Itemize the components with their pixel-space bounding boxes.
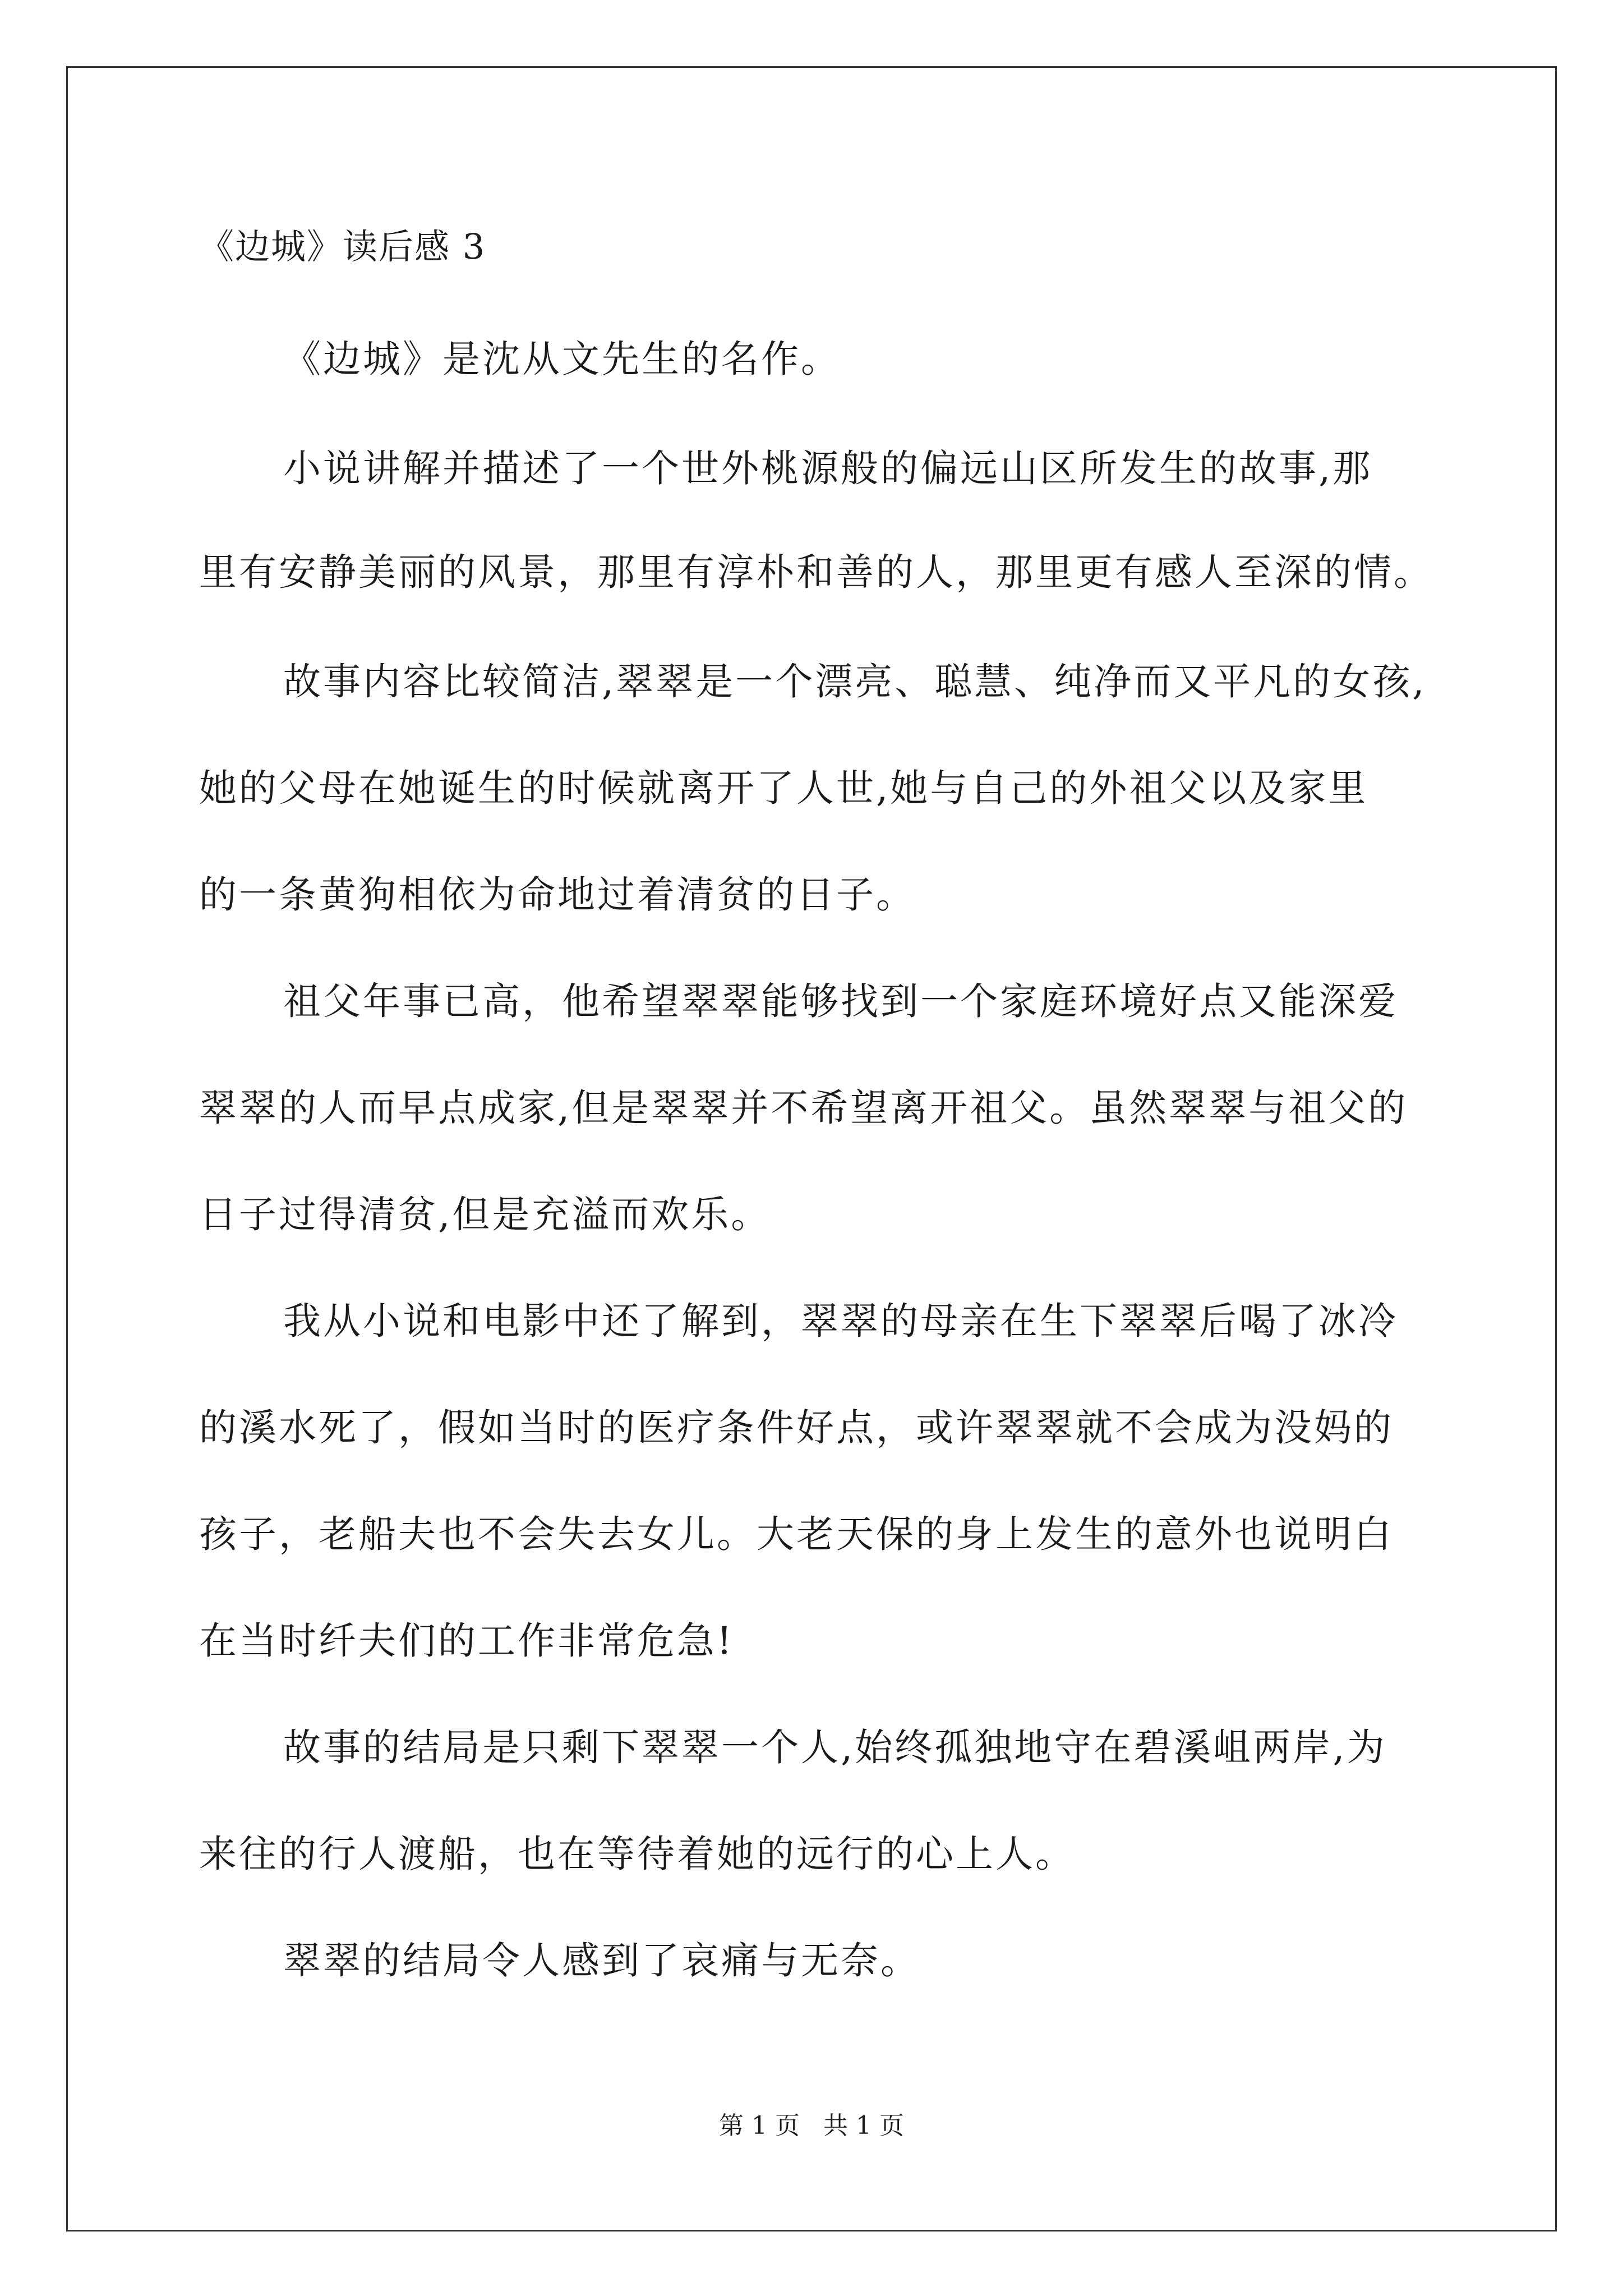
paragraph-line: 来往的行人渡船，也在等待着她的远行的心上人。 [199,1832,1075,1876]
page-footer: 第 1 页 共 1 页 [719,2111,904,2140]
paragraph-line: 翠翠的结局令人感到了哀痛与无奈。 [283,1939,920,1982]
paragraph-line: 的溪水死了，假如当时的医疗条件好点，或许翠翠就不会成为没妈的 [199,1406,1394,1450]
paragraph-line: 故事内容比较简洁,翠翠是一个漂亮、聪慧、纯净而又平凡的女孩, [283,660,1427,703]
paragraph-line: 《边城》是沈从文先生的名作。 [283,337,841,381]
paragraph-line: 里有安静美丽的风景，那里有淳朴和善的人，那里更有感人至深的情。 [199,550,1433,594]
paragraph-line: 我从小说和电影中还了解到，翠翠的母亲在生下翠翠后喝了冰冷 [283,1299,1398,1343]
paragraph-line: 在当时纤夫们的工作非常危急! [199,1619,734,1663]
paragraph-line: 的一条黄狗相依为命地过着清贫的日子。 [199,873,916,917]
paragraph-line: 日子过得清贫,但是充溢而欢乐。 [199,1193,771,1236]
paragraph-line: 她的父母在她诞生的时候就离开了人世,她与自己的外祖父以及家里 [199,766,1368,810]
paragraph-line: 翠翠的人而早点成家,但是翠翠并不希望离开祖父。虽然翠翠与祖父的 [199,1086,1408,1130]
paragraph-line: 小说讲解并描述了一个世外桃源般的偏远山区所发生的故事,那 [283,447,1373,490]
paragraph-line: 祖父年事已高，他希望翠翠能够找到一个家庭环境好点又能深爱 [283,979,1398,1023]
document-title: 《边城》读后感 3 [199,226,486,267]
page-border [66,66,1557,2231]
paragraph-line: 孩子，老船夫也不会失去女儿。大老天保的身上发生的意外也说明白 [199,1512,1394,1556]
paragraph-line: 故事的结局是只剩下翠翠一个人,始终孤独地守在碧溪岨两岸,为 [283,1726,1387,1769]
